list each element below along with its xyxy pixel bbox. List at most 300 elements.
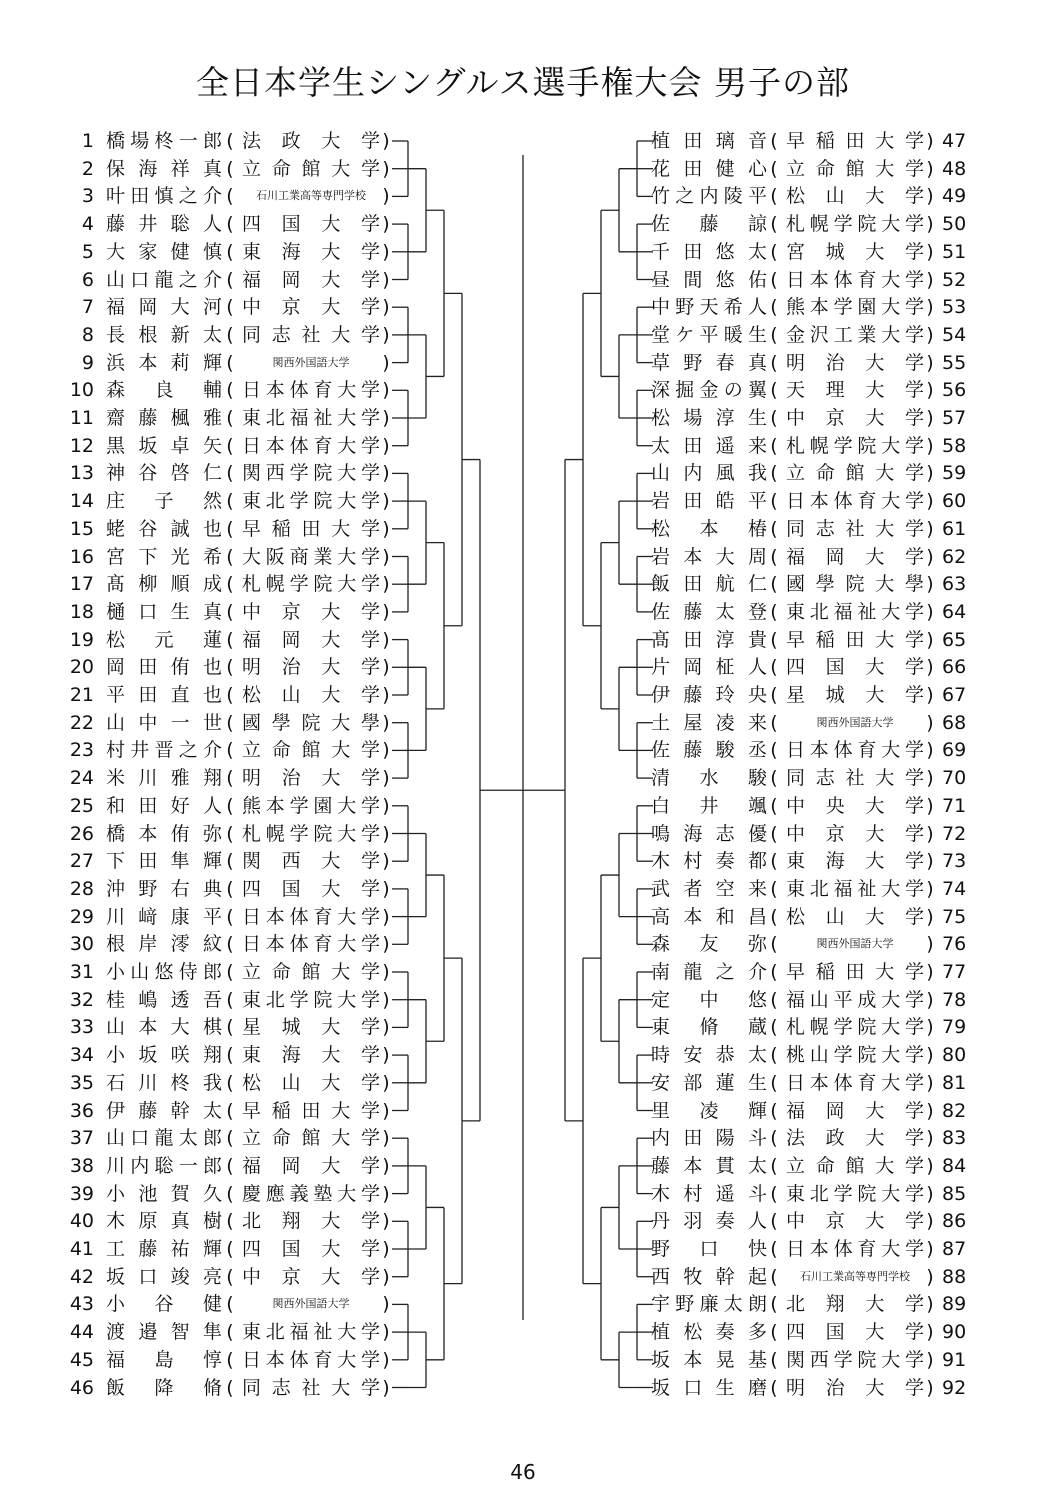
open-paren: ( xyxy=(770,1016,778,1039)
school-name: 福 山 平 成 大 学 xyxy=(786,988,924,1011)
entry-number: 24 xyxy=(69,767,94,790)
open-paren: ( xyxy=(770,517,778,540)
entry-number: 49 xyxy=(942,185,967,208)
entry-number: 66 xyxy=(942,656,967,679)
open-paren: ( xyxy=(226,323,234,346)
school-name: 國 學 院 大 學 xyxy=(786,573,924,596)
school-name: 立 命 館 大 学 xyxy=(242,961,380,983)
open-paren: ( xyxy=(770,1321,778,1344)
player-name: 坂 口 生 磨 xyxy=(651,1376,767,1399)
entry-number: 78 xyxy=(942,988,967,1011)
player-name: 橋 本 侑 弥 xyxy=(106,822,222,845)
school-name: 日 本 体 育 大 学 xyxy=(786,490,924,513)
close-paren: ) xyxy=(382,1099,390,1122)
entry-number: 87 xyxy=(942,1238,967,1260)
entry-row xyxy=(0,1374,1046,1402)
open-paren: ( xyxy=(226,905,234,928)
player-name: 松 元 蓮 xyxy=(106,628,222,651)
school-name: 福 岡 大 学 xyxy=(242,1154,380,1177)
close-paren: ) xyxy=(382,961,390,983)
entry-row xyxy=(0,182,1046,210)
entry-number: 4 xyxy=(81,213,94,236)
entry-number: 55 xyxy=(942,351,967,374)
entry-row xyxy=(0,1152,1046,1180)
close-paren: ) xyxy=(926,1376,934,1399)
entry-number: 42 xyxy=(69,1265,94,1288)
school-name: 関西外国語大学 xyxy=(816,937,894,951)
entry-number: 53 xyxy=(942,296,967,319)
close-paren: ) xyxy=(382,1071,390,1094)
player-name: 木 村 奏 都 xyxy=(651,850,767,873)
open-paren: ( xyxy=(770,1099,778,1122)
open-paren: ( xyxy=(226,684,234,706)
entry-number: 31 xyxy=(69,961,94,983)
close-paren: ) xyxy=(382,905,390,928)
close-paren: ) xyxy=(926,462,934,485)
school-name: 北 翔 大 学 xyxy=(242,1210,380,1233)
open-paren: ( xyxy=(226,185,234,208)
school-name: 星 城 大 学 xyxy=(242,1016,380,1039)
school-name: 明 治 大 学 xyxy=(242,767,380,790)
open-paren: ( xyxy=(226,517,234,540)
player-name: 太 田 遥 来 xyxy=(651,434,767,457)
close-paren: ) xyxy=(926,545,934,568)
school-name: 同 志 社 大 学 xyxy=(242,1376,380,1399)
school-name: 東 北 福 祉 大 学 xyxy=(786,600,924,623)
entry-number: 26 xyxy=(69,822,94,845)
school-name: 福 岡 大 学 xyxy=(786,1099,924,1122)
entry-number: 84 xyxy=(942,1154,967,1177)
player-name: 清 水 駿 xyxy=(651,767,767,790)
player-name: 伊 藤 玲 央 xyxy=(651,684,767,706)
entry-row xyxy=(0,681,1046,709)
player-name: 渡 邉 智 隼 xyxy=(106,1321,222,1344)
close-paren: ) xyxy=(926,1099,934,1122)
open-paren: ( xyxy=(226,1154,234,1177)
close-paren: ) xyxy=(382,600,390,623)
player-name: 小 池 賀 久 xyxy=(106,1182,222,1205)
open-paren: ( xyxy=(770,268,778,291)
entry-number: 89 xyxy=(942,1293,967,1316)
close-paren: ) xyxy=(926,1182,934,1205)
player-name: 森 友 弥 xyxy=(651,933,767,956)
player-name: 里 凌 輝 xyxy=(651,1099,767,1122)
close-paren: ) xyxy=(926,794,934,817)
entry-row xyxy=(0,238,1046,266)
school-name: 日 本 体 育 大 学 xyxy=(786,1071,924,1094)
open-paren: ( xyxy=(226,933,234,956)
entry-number: 81 xyxy=(942,1071,967,1094)
player-name: 坂 口 竣 亮 xyxy=(106,1265,222,1288)
open-paren: ( xyxy=(770,490,778,513)
school-name: 中 京 大 学 xyxy=(242,1265,380,1288)
close-paren: ) xyxy=(926,822,934,845)
player-name: 深 掘 金 の 翼 xyxy=(651,379,767,402)
school-name: 四 国 大 学 xyxy=(242,1238,380,1260)
school-name: 石川工業高等専門学校 xyxy=(800,1269,910,1283)
entry-row xyxy=(0,903,1046,931)
close-paren: ) xyxy=(926,1265,934,1288)
entry-row xyxy=(0,459,1046,487)
player-name: 保 海 祥 真 xyxy=(106,157,222,180)
entry-number: 7 xyxy=(81,296,94,319)
school-name: 立 命 館 大 学 xyxy=(786,462,924,485)
player-name: 山 中 一 世 xyxy=(106,711,222,734)
close-paren: ) xyxy=(382,877,390,900)
open-paren: ( xyxy=(226,1210,234,1233)
school-name: 宮 城 大 学 xyxy=(786,240,924,263)
player-name: 土 屋 凌 来 xyxy=(651,711,767,734)
entry-number: 23 xyxy=(69,739,94,762)
open-paren: ( xyxy=(770,794,778,817)
close-paren: ) xyxy=(926,850,934,873)
school-name: 松 山 大 学 xyxy=(242,684,380,706)
entry-number: 16 xyxy=(69,545,94,568)
player-name: 齋 藤 楓 雅 xyxy=(106,407,222,429)
open-paren: ( xyxy=(226,1321,234,1344)
open-paren: ( xyxy=(226,656,234,679)
school-name: 関西外国語大学 xyxy=(272,355,350,369)
school-name: 熊 本 学 園 大 学 xyxy=(786,296,924,319)
entry-number: 3 xyxy=(81,185,94,208)
player-name: 武 者 空 来 xyxy=(651,877,767,900)
entry-row xyxy=(0,1069,1046,1097)
entry-number: 69 xyxy=(942,739,967,762)
entry-row xyxy=(0,210,1046,238)
school-name: 星 城 大 学 xyxy=(786,684,924,706)
entry-number: 21 xyxy=(69,684,94,706)
school-name: 福 岡 大 学 xyxy=(242,268,380,291)
school-name: 四 国 大 学 xyxy=(786,656,924,679)
school-name: 関 西 学 院 大 学 xyxy=(242,462,380,485)
player-name: 佐 藤 駿 丞 xyxy=(651,739,767,762)
player-name: 和 田 好 人 xyxy=(106,794,222,817)
entry-row xyxy=(0,321,1046,349)
school-name: 中 京 大 学 xyxy=(242,600,380,623)
open-paren: ( xyxy=(226,988,234,1011)
school-name: 立 命 館 大 学 xyxy=(786,157,924,180)
school-name: 福 岡 大 学 xyxy=(786,545,924,568)
school-name: 日 本 体 育 大 学 xyxy=(242,379,380,402)
school-name: 札 幌 学 院 大 学 xyxy=(786,434,924,457)
entry-row xyxy=(0,847,1046,875)
entry-number: 38 xyxy=(69,1154,94,1177)
open-paren: ( xyxy=(770,628,778,651)
open-paren: ( xyxy=(226,794,234,817)
close-paren: ) xyxy=(926,656,934,679)
player-name: 蛯 谷 誠 也 xyxy=(106,517,222,540)
entry-row xyxy=(0,1041,1046,1069)
close-paren: ) xyxy=(382,1016,390,1039)
close-paren: ) xyxy=(926,213,934,236)
entry-number: 35 xyxy=(69,1071,94,1094)
school-name: 法 政 大 学 xyxy=(242,130,380,152)
entry-number: 5 xyxy=(81,240,94,263)
player-name: 平 田 直 也 xyxy=(106,684,222,706)
open-paren: ( xyxy=(770,1265,778,1288)
entry-row xyxy=(0,736,1046,764)
close-paren: ) xyxy=(382,1210,390,1233)
entry-number: 47 xyxy=(942,130,967,152)
entry-number: 79 xyxy=(942,1016,967,1039)
close-paren: ) xyxy=(382,545,390,568)
school-name: 四 国 大 学 xyxy=(786,1321,924,1344)
entry-number: 59 xyxy=(942,462,967,485)
entry-number: 48 xyxy=(942,157,967,180)
entry-row xyxy=(0,127,1046,155)
close-paren: ) xyxy=(926,379,934,402)
entry-number: 15 xyxy=(69,517,94,540)
open-paren: ( xyxy=(770,1376,778,1399)
close-paren: ) xyxy=(926,490,934,513)
school-name: 同 志 社 大 学 xyxy=(786,767,924,790)
player-name: 定 中 悠 xyxy=(651,988,767,1011)
entry-row xyxy=(0,1207,1046,1235)
entry-number: 20 xyxy=(69,656,94,679)
open-paren: ( xyxy=(770,573,778,596)
close-paren: ) xyxy=(382,933,390,956)
entry-row xyxy=(0,930,1046,958)
open-paren: ( xyxy=(770,1210,778,1233)
close-paren: ) xyxy=(382,739,390,762)
entry-row xyxy=(0,598,1046,626)
entry-row xyxy=(0,792,1046,820)
entry-number: 76 xyxy=(942,933,967,956)
player-name: 飯 田 航 仁 xyxy=(651,573,767,596)
school-name: 早 稲 田 大 学 xyxy=(242,517,380,540)
entry-row xyxy=(0,487,1046,515)
entry-row xyxy=(0,986,1046,1014)
player-name: 村 井 晋 之 介 xyxy=(106,739,222,762)
player-name: 長 根 新 太 xyxy=(106,323,222,346)
close-paren: ) xyxy=(382,268,390,291)
open-paren: ( xyxy=(770,988,778,1011)
page-number: 46 xyxy=(510,1460,536,1484)
entry-number: 75 xyxy=(942,905,967,928)
entry-number: 58 xyxy=(942,434,967,457)
player-name: 植 田 璃 音 xyxy=(651,130,767,152)
school-name: 関西外国語大学 xyxy=(816,715,894,729)
open-paren: ( xyxy=(770,1154,778,1177)
player-name: 堂 ケ 平 暖 生 xyxy=(651,323,767,346)
player-name: 東 脩 蔵 xyxy=(651,1016,767,1039)
close-paren: ) xyxy=(926,1071,934,1094)
entry-number: 77 xyxy=(942,961,967,983)
close-paren: ) xyxy=(382,684,390,706)
open-paren: ( xyxy=(770,905,778,928)
school-name: 熊 本 学 園 大 学 xyxy=(242,794,380,817)
player-name: 黒 坂 卓 矢 xyxy=(106,434,222,457)
player-name: 佐 藤 諒 xyxy=(651,213,767,236)
school-name: 明 治 大 学 xyxy=(786,351,924,374)
close-paren: ) xyxy=(382,130,390,152)
player-name: 松 場 淳 生 xyxy=(651,407,767,429)
close-paren: ) xyxy=(926,517,934,540)
entry-number: 82 xyxy=(942,1099,967,1122)
entry-number: 86 xyxy=(942,1210,967,1233)
close-paren: ) xyxy=(382,407,390,429)
player-name: 川 内 聡 一 郎 xyxy=(106,1154,222,1177)
open-paren: ( xyxy=(226,490,234,513)
open-paren: ( xyxy=(226,877,234,900)
player-name: 野 口 快 xyxy=(651,1238,767,1260)
open-paren: ( xyxy=(226,1376,234,1399)
close-paren: ) xyxy=(926,240,934,263)
close-paren: ) xyxy=(926,1044,934,1067)
entry-number: 83 xyxy=(942,1127,967,1150)
school-name: 関 西 大 学 xyxy=(242,850,380,873)
player-name: 中 野 天 希 人 xyxy=(651,296,767,319)
open-paren: ( xyxy=(770,1238,778,1260)
close-paren: ) xyxy=(382,379,390,402)
entry-row xyxy=(0,1097,1046,1125)
school-name: 早 稲 田 大 学 xyxy=(786,961,924,983)
open-paren: ( xyxy=(770,850,778,873)
entry-number: 28 xyxy=(69,877,94,900)
close-paren: ) xyxy=(382,1321,390,1344)
close-paren: ) xyxy=(382,794,390,817)
entry-number: 50 xyxy=(942,213,967,236)
entry-row xyxy=(0,1346,1046,1374)
entry-number: 17 xyxy=(69,573,94,596)
open-paren: ( xyxy=(226,351,234,374)
school-name: 明 治 大 学 xyxy=(786,1376,924,1399)
school-name: 札 幌 学 院 大 学 xyxy=(242,573,380,596)
entry-number: 91 xyxy=(942,1348,967,1371)
entry-number: 63 xyxy=(942,573,967,596)
open-paren: ( xyxy=(226,296,234,319)
open-paren: ( xyxy=(770,323,778,346)
entry-number: 22 xyxy=(69,711,94,734)
entry-row xyxy=(0,820,1046,848)
entry-number: 30 xyxy=(69,933,94,956)
close-paren: ) xyxy=(382,767,390,790)
entry-number: 25 xyxy=(69,794,94,817)
entry-row xyxy=(0,570,1046,598)
entry-number: 68 xyxy=(942,711,967,734)
player-name: 橋 場 柊 一 郎 xyxy=(106,130,222,152)
entry-number: 2 xyxy=(81,157,94,180)
player-name: 山 本 大 棋 xyxy=(106,1016,222,1039)
entry-number: 46 xyxy=(69,1376,94,1399)
open-paren: ( xyxy=(770,1182,778,1205)
player-name: 丹 羽 奏 人 xyxy=(651,1210,767,1233)
player-name: 米 川 雅 翔 xyxy=(106,767,222,790)
school-name: 慶 應 義 塾 大 学 xyxy=(242,1182,380,1205)
school-name: 東 北 福 祉 大 学 xyxy=(242,1321,380,1344)
player-name: 庄 子 然 xyxy=(106,490,222,513)
entry-number: 90 xyxy=(942,1321,967,1344)
entry-number: 11 xyxy=(69,407,94,429)
entry-number: 52 xyxy=(942,268,967,291)
entry-row xyxy=(0,875,1046,903)
entry-number: 39 xyxy=(69,1182,94,1205)
close-paren: ) xyxy=(382,1182,390,1205)
close-paren: ) xyxy=(926,434,934,457)
school-name: 日 本 体 育 大 学 xyxy=(786,1238,924,1260)
open-paren: ( xyxy=(770,961,778,983)
open-paren: ( xyxy=(226,850,234,873)
entry-row xyxy=(0,266,1046,294)
school-name: 四 国 大 学 xyxy=(242,213,380,236)
close-paren: ) xyxy=(926,1210,934,1233)
close-paren: ) xyxy=(926,296,934,319)
entry-number: 71 xyxy=(942,794,967,817)
entry-row xyxy=(0,404,1046,432)
open-paren: ( xyxy=(226,822,234,845)
entry-row xyxy=(0,1318,1046,1346)
school-name: 石川工業高等専門学校 xyxy=(256,189,366,203)
open-paren: ( xyxy=(770,240,778,263)
open-paren: ( xyxy=(770,407,778,429)
player-name: 飯 降 脩 xyxy=(106,1376,222,1399)
entry-number: 60 xyxy=(942,490,967,513)
player-name: 山 口 龍 太 郎 xyxy=(106,1127,222,1150)
open-paren: ( xyxy=(226,1182,234,1205)
player-name: 片 岡 柾 人 xyxy=(651,656,767,679)
school-name: 日 本 体 育 大 学 xyxy=(242,434,380,457)
close-paren: ) xyxy=(926,767,934,790)
close-paren: ) xyxy=(382,157,390,180)
player-name: 岩 本 大 周 xyxy=(651,545,767,568)
entry-number: 12 xyxy=(69,434,94,457)
close-paren: ) xyxy=(382,490,390,513)
close-paren: ) xyxy=(382,850,390,873)
close-paren: ) xyxy=(382,1154,390,1177)
close-paren: ) xyxy=(926,684,934,706)
open-paren: ( xyxy=(226,1265,234,1288)
close-paren: ) xyxy=(382,240,390,263)
open-paren: ( xyxy=(770,434,778,457)
entry-row xyxy=(0,958,1046,986)
open-paren: ( xyxy=(770,739,778,762)
close-paren: ) xyxy=(382,1293,390,1316)
school-name: 明 治 大 学 xyxy=(242,656,380,679)
player-name: 叶 田 慎 之 介 xyxy=(106,185,222,208)
player-name: 草 野 春 真 xyxy=(651,351,767,374)
school-name: 大 阪 商 業 大 学 xyxy=(242,545,380,568)
close-paren: ) xyxy=(382,296,390,319)
close-paren: ) xyxy=(926,739,934,762)
player-name: 時 安 恭 太 xyxy=(651,1044,767,1067)
open-paren: ( xyxy=(770,767,778,790)
school-name: 日 本 体 育 大 学 xyxy=(786,268,924,291)
school-name: 中 京 大 学 xyxy=(786,822,924,845)
open-paren: ( xyxy=(770,933,778,956)
open-paren: ( xyxy=(770,656,778,679)
close-paren: ) xyxy=(926,351,934,374)
player-name: 樋 口 生 真 xyxy=(106,600,222,623)
school-name: 桃 山 学 院 大 学 xyxy=(786,1044,924,1067)
close-paren: ) xyxy=(926,130,934,152)
entry-number: 34 xyxy=(69,1044,94,1067)
entry-row xyxy=(0,1013,1046,1041)
school-name: 札 幌 学 院 大 学 xyxy=(786,213,924,236)
school-name: 関西外国語大学 xyxy=(272,1297,350,1311)
close-paren: ) xyxy=(382,573,390,596)
open-paren: ( xyxy=(226,1044,234,1067)
entry-row xyxy=(0,653,1046,681)
school-name: 東 海 大 学 xyxy=(242,1044,380,1067)
player-name: 鳴 海 志 優 xyxy=(651,822,767,845)
player-name: 宮 下 光 希 xyxy=(106,545,222,568)
close-paren: ) xyxy=(926,407,934,429)
open-paren: ( xyxy=(226,1348,234,1371)
open-paren: ( xyxy=(226,434,234,457)
entry-number: 54 xyxy=(942,323,967,346)
player-name: 岩 田 皓 平 xyxy=(651,490,767,513)
entry-number: 8 xyxy=(81,323,94,346)
